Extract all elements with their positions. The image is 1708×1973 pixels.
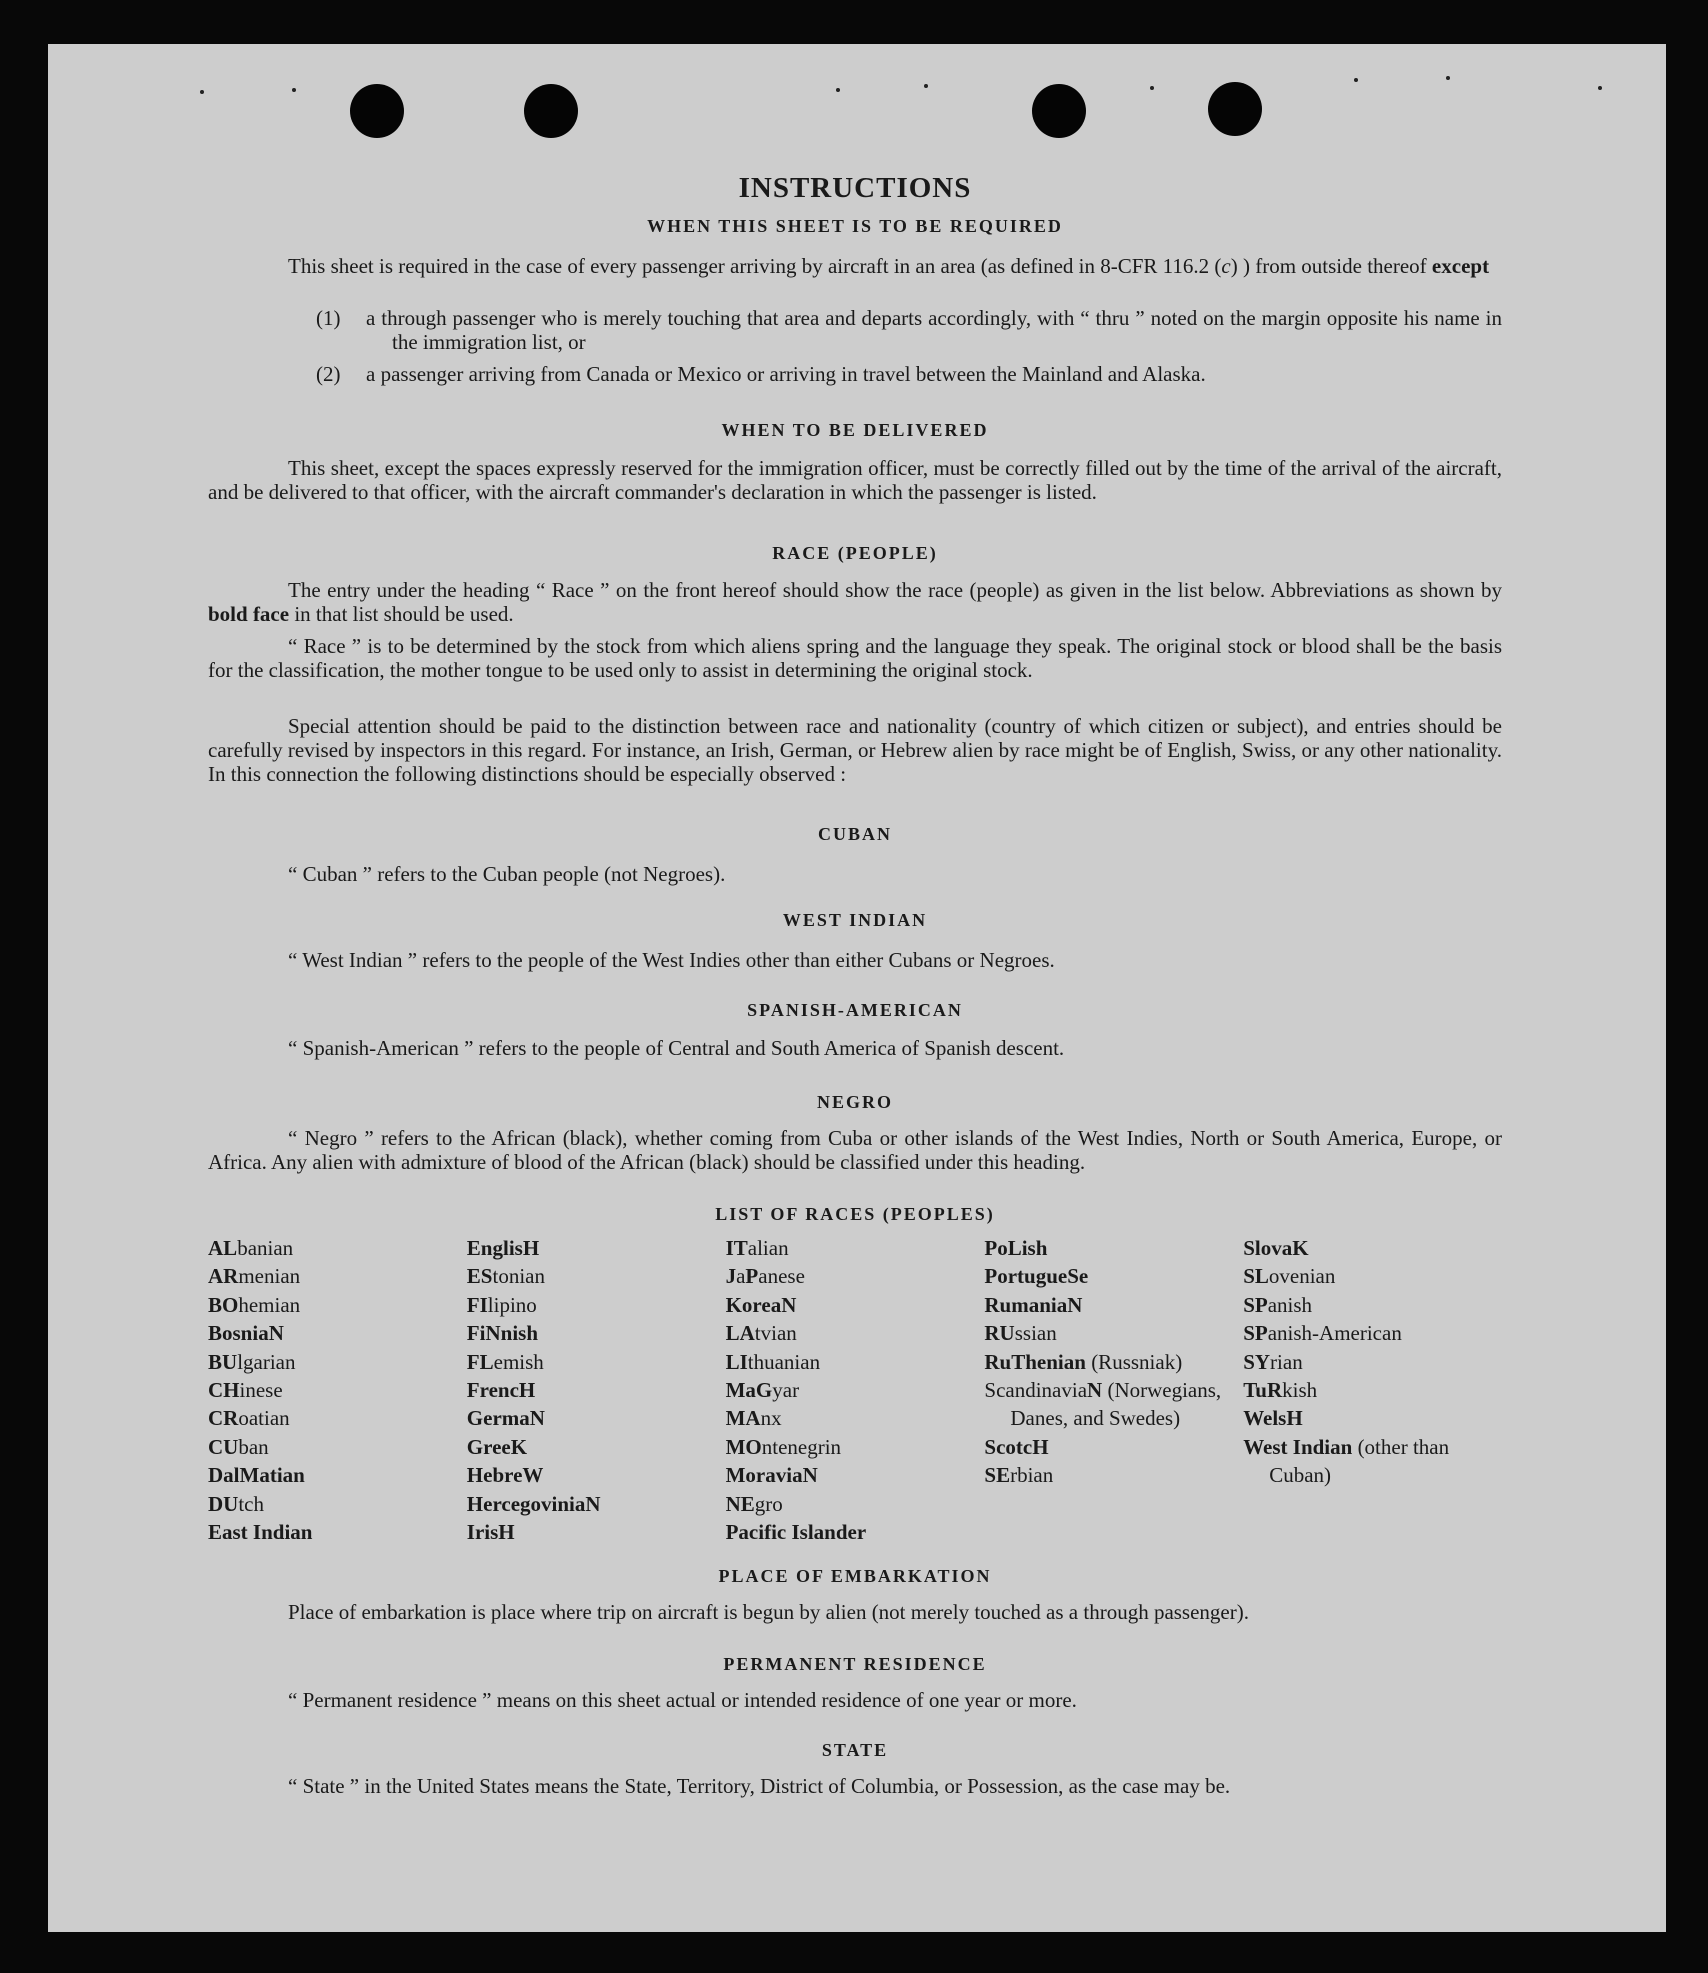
paper-speck (1598, 86, 1602, 90)
race-paragraph-2: “ Race ” is to be determined by the stock from which aliens spring and the language they speak. The original stock or blood shall be the basis for the classification, the mother tongue to be used only to assist in determining the original stock. (208, 634, 1502, 682)
binder-hole (1208, 82, 1262, 136)
race-entry: Pacific Islander (725, 1520, 867, 1545)
race-entry: PortugueSe (984, 1264, 1089, 1289)
residence-text: “ Permanent residence ” means on this sheet actual or intended residence of one year or more. (288, 1688, 1077, 1712)
section-heading-race: RACE (PEOPLE) (772, 543, 938, 563)
race-entry: BosniaN (208, 1321, 284, 1346)
race-entry: FiNnish (466, 1321, 538, 1346)
race-entry: ScandinaviaN (Norwegians, Danes, and Swedes) (984, 1378, 1222, 1431)
race-entry: HebreW (466, 1463, 544, 1488)
race-entry: LIthuanian (725, 1349, 821, 1374)
race-entry: WelsH (1243, 1406, 1303, 1431)
when-delivered-text: This sheet, except the spaces expressly reserved for the immigration officer, must be correctly filled out by the time of the arrival of the aircraft, and be delivered to that officer, with the aircraft commander's declaration in which the passenger is listed. (208, 456, 1502, 504)
cuban-text: “ Cuban ” refers to the Cuban people (not Negroes). (288, 862, 726, 886)
race-entry: IrisH (466, 1520, 515, 1545)
section-heading-when-required: WHEN THIS SHEET IS TO BE REQUIRED (647, 216, 1063, 236)
race-entry: FLemish (466, 1349, 544, 1374)
race-column (984, 1234, 1243, 1546)
document-page (48, 44, 1666, 1932)
race-entry: PoLish (984, 1236, 1048, 1260)
race-column (1243, 1234, 1502, 1546)
race-column (726, 1234, 985, 1546)
race-entry: SlovaK (1243, 1236, 1309, 1260)
race-entry: MAnx (725, 1406, 782, 1431)
paper-speck (1446, 76, 1450, 80)
section-heading-state: STATE (821, 1740, 889, 1760)
section-heading-negro: NEGRO (816, 1092, 893, 1112)
race-paragraph-1: The entry under the heading “ Race ” on the front hereof should show the race (people) as given in the list below. Abbreviations as shown by bold face in that list should be used. (208, 578, 1502, 626)
race-entry: West Indian (other than Cuban) (1243, 1434, 1450, 1488)
paper-speck (200, 90, 204, 94)
race-entry: FIlipino (466, 1292, 537, 1317)
clause-number: (1) (316, 306, 341, 330)
race-entry: GermaN (466, 1406, 545, 1431)
race-entry: GreeK (466, 1434, 528, 1459)
when-required-intro: This sheet is required in the case of every passenger arriving by aircraft in an area (as defined in 8-CFR 116.2 (c) ) from outside thereof except (288, 254, 1490, 278)
paper-speck (836, 88, 840, 92)
binder-hole (524, 84, 578, 138)
race-entry: LAtvian (725, 1321, 797, 1346)
race-entry: ARmenian (208, 1264, 301, 1289)
state-text: “ State ” in the United States means the State, Territory, District of Columbia, or Possession, as the case may be. (288, 1774, 1231, 1798)
section-heading-when-delivered: WHEN TO BE DELIVERED (721, 420, 989, 440)
spanish-american-text: “ Spanish-American ” refers to the people of Central and South America of Spanish descent. (288, 1036, 1065, 1060)
paper-speck (1150, 86, 1154, 90)
race-entry: SPanish (1243, 1292, 1313, 1317)
race-entry: SPanish-American (1243, 1321, 1402, 1346)
clause-text: a through passenger who is merely touching that area and departs accordingly, with “ thru ” noted on the margin opposite his name in the immigration list, or (366, 306, 1502, 354)
race-entry: RUssian (984, 1321, 1057, 1346)
race-entry: NEgro (725, 1491, 783, 1516)
section-heading-spanish-american: SPANISH-AMERICAN (747, 1000, 963, 1020)
race-entry: CUban (208, 1434, 269, 1459)
race-entry: CHinese (208, 1378, 283, 1403)
race-entry: SYrian (1243, 1349, 1303, 1374)
clause-text: a passenger arriving from Canada or Mexico or arriving in travel between the Mainland and Alaska. (366, 362, 1206, 386)
race-entry: FrencH (466, 1378, 536, 1403)
paper-speck (292, 88, 296, 92)
race-entry: TuRkish (1243, 1378, 1318, 1403)
section-heading-list-of-races: LIST OF RACES (PEOPLES) (715, 1204, 995, 1224)
clause-number: (2) (316, 362, 341, 386)
section-heading-residence: PERMANENT RESIDENCE (723, 1654, 987, 1674)
race-entry: SLovenian (1243, 1264, 1336, 1289)
section-heading-west-indian: WEST INDIAN (782, 910, 928, 930)
race-entry: DUtch (208, 1491, 264, 1516)
page-title: INSTRUCTIONS (738, 172, 972, 204)
race-entry: CRoatian (208, 1406, 290, 1431)
paper-speck (1354, 78, 1358, 82)
binder-hole (1032, 84, 1086, 138)
race-entry: KoreaN (725, 1292, 797, 1317)
race-entry: EnglisH (466, 1236, 540, 1260)
clause-1 (316, 306, 1502, 354)
binder-hole (350, 84, 404, 138)
race-entry: SErbian (984, 1463, 1054, 1488)
race-entry: RumaniaN (984, 1292, 1083, 1317)
race-entry: East Indian (208, 1520, 313, 1545)
race-list (208, 1234, 1502, 1546)
section-heading-cuban: CUBAN (817, 824, 892, 844)
race-entry: BUlgarian (208, 1349, 296, 1374)
race-entry: JaPanese (725, 1264, 805, 1289)
race-entry: EStonian (466, 1264, 545, 1289)
race-entry: RuThenian (Russniak) (984, 1349, 1183, 1374)
race-entry: ITalian (725, 1236, 789, 1260)
race-entry: ALbanian (208, 1236, 294, 1260)
west-indian-text: “ West Indian ” refers to the people of the West Indies other than either Cubans or Negroes. (288, 948, 1055, 972)
clause-2 (316, 362, 1502, 386)
race-entry: MOntenegrin (725, 1434, 842, 1459)
race-column (208, 1234, 467, 1546)
section-heading-embarkation: PLACE OF EMBARKATION (718, 1566, 992, 1586)
race-entry: DalMatian (208, 1463, 305, 1488)
race-entry: MoraviaN (725, 1463, 818, 1488)
paper-speck (924, 84, 928, 88)
race-entry: ScotcH (984, 1434, 1049, 1459)
race-column (467, 1234, 726, 1546)
embarkation-text: Place of embarkation is place where trip on aircraft is begun by alien (not merely touched as a through passenger). (288, 1600, 1249, 1624)
race-entry: MaGyar (725, 1378, 800, 1403)
race-entry: HercegoviniaN (466, 1491, 601, 1516)
race-entry: BOhemian (208, 1292, 301, 1317)
race-paragraph-3: Special attention should be paid to the distinction between race and nationality (country of which citizen or subject), and entries should be carefully revised by inspectors in this regard. For instance, an Irish, German, or Hebrew alien by race might be of English, Swiss, or any other nationality. In this connection the following distinctions should be especially observed : (208, 714, 1502, 786)
negro-text: “ Negro ” refers to the African (black), whether coming from Cuba or other islands of the West Indies, North or South America, Europe, or Africa. Any alien with admixture of blood of the African (black) should be classified under this heading. (208, 1126, 1502, 1174)
